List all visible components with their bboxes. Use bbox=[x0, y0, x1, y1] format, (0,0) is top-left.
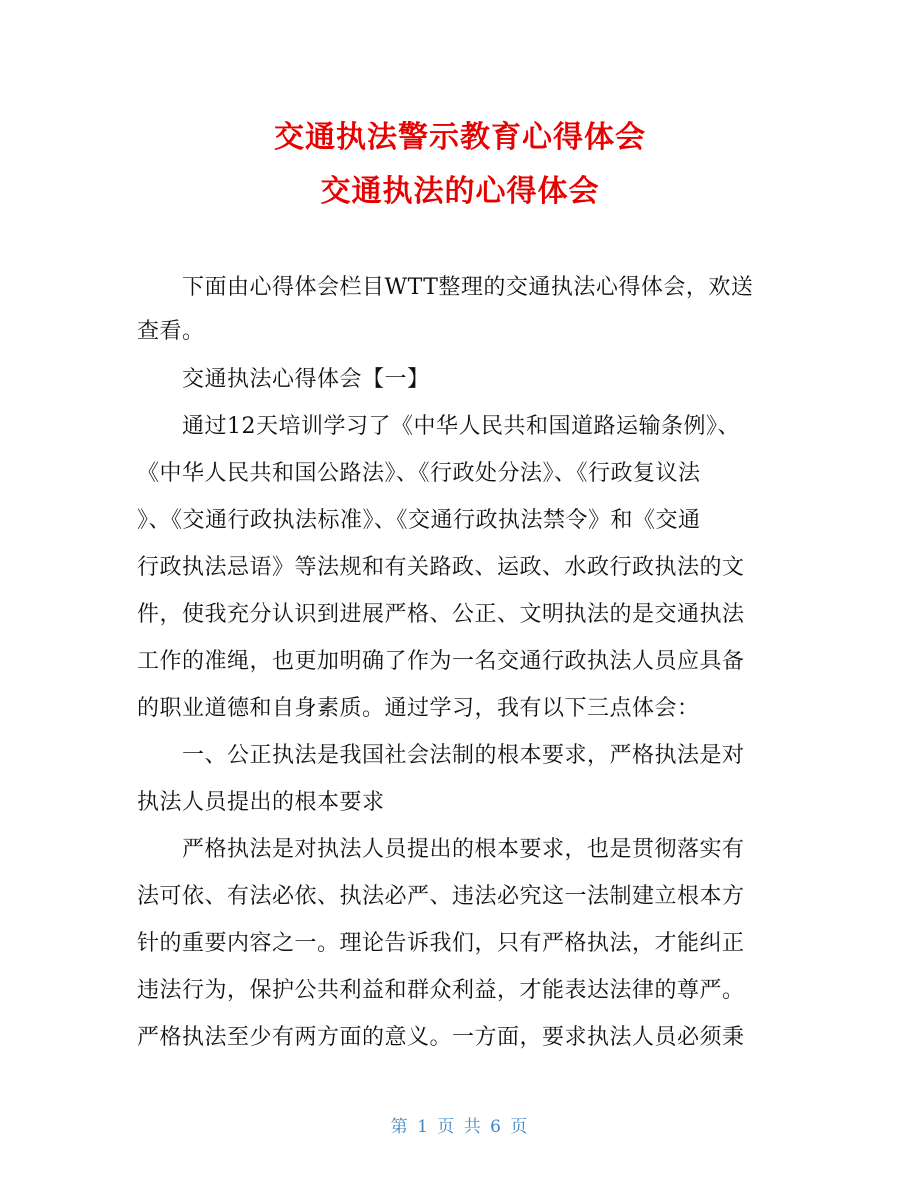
body-line: 严格执法是对执法人员提出的根本要求，也是贯彻落实有 bbox=[182, 837, 745, 862]
page-number-footer: 第 1 页 共 6 页 bbox=[390, 1117, 530, 1137]
body-line: 《中华人民共和国公路法》、《行政处分法》、《行政复议法 bbox=[137, 461, 701, 486]
body-line: 行政执法忌语》等法规和有关路政、运政、水政行政执法的文 bbox=[137, 555, 745, 580]
body-line: 通过12天培训学习了《中华人民共和国道路运输条例》、 bbox=[182, 414, 740, 439]
body-line: 严格执法至少有两方面的意义。一方面，要求执法人员必须秉 bbox=[137, 1025, 745, 1050]
body-line: 工作的准绳，也更加明确了作为一名交通行政执法人员应具备 bbox=[137, 649, 745, 674]
body-line: 执法人员提出的根本要求 bbox=[137, 790, 385, 815]
body-line: 件，使我充分认识到进展严格、公正、文明执法的是交通执法 bbox=[137, 602, 745, 627]
body-line: 的职业道德和自身素质。通过学习，我有以下三点体会： bbox=[137, 696, 700, 721]
body-line: 违法行为，保护公共利益和群众利益，才能表达法律的尊严。 bbox=[137, 978, 745, 1003]
body-line: 下面由心得体会栏目WTT整理的交通执法心得体会，欢送 bbox=[182, 275, 754, 300]
body-line: 查看。 bbox=[137, 319, 205, 344]
body-line: 交通执法心得体会【一】 bbox=[182, 367, 430, 392]
document-subtitle: 交通执法的心得体会 bbox=[320, 174, 600, 209]
body-line: 法可依、有法必依、执法必严、违法必究这一法制建立根本方 bbox=[137, 884, 745, 909]
body-line: 针的重要内容之一。理论告诉我们，只有严格执法，才能纠正 bbox=[137, 931, 745, 956]
document-title: 交通执法警示教育心得体会 bbox=[274, 120, 646, 155]
body-line: 一、公正执法是我国社会法制的根本要求，严格执法是对 bbox=[182, 743, 745, 768]
body-line: 》、《交通行政执法标准》、《交通行政执法禁令》和《交通 bbox=[137, 508, 701, 533]
